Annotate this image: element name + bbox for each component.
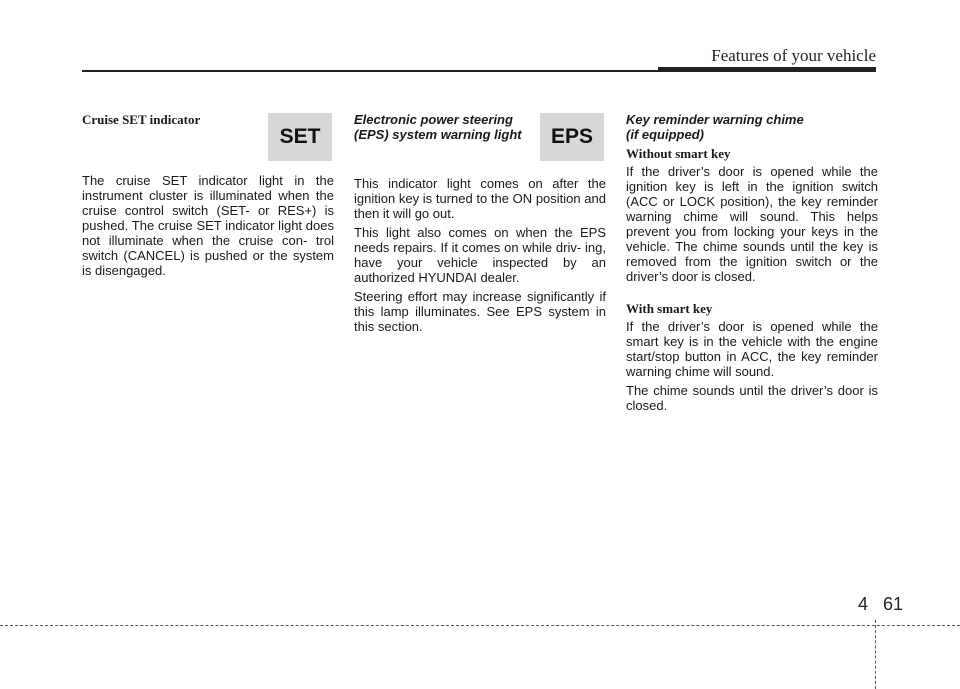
footer-dashed-rule (0, 625, 960, 626)
eps-paragraph-2: This light also comes on when the EPS needs repairs. If it comes on while driv- ing, have your vehicle inspected by an authorized HYUNDAI dealer. (354, 225, 606, 285)
page-header-title: Features of your vehicle (711, 46, 876, 65)
set-indicator-icon: SET (268, 113, 332, 161)
without-smart-key-paragraph: If the driver’s door is opened while the ignition key is left in the ignition switch (ACC or LOCK position), the key reminder warning chime will sound. This helps prevent you from locking your keys in the vehicle. The chime sounds until the key is removed from the ignition switch or the driver’s door is closed. (626, 164, 878, 284)
eps-warning-icon: EPS (540, 113, 604, 161)
header-rule-thick (658, 67, 876, 72)
cruise-set-paragraph: The cruise SET indicator light in the instrument cluster is illuminated when the cruise control switch (SET- or RES+) is pushed. The cruise SET indicator light does not illuminate when the cruise con- trol switch (CANCEL) is pushed or the system is disengaged. (82, 173, 334, 278)
chapter-number: 4 (858, 594, 869, 614)
eps-paragraph-1: This indicator light comes on after the ignition key is turned to the ON position and then it will go out. (354, 176, 606, 221)
with-smart-key-subheading: With smart key (626, 301, 713, 316)
with-smart-key-paragraph-2: The chime sounds until the driver’s door is closed. (626, 383, 878, 413)
eps-heading-line1: Electronic power steering (354, 112, 513, 127)
section-key-reminder (626, 112, 878, 413)
without-smart-key-subheading: Without smart key (626, 146, 731, 161)
with-smart-key-paragraph-1: If the driver’s door is opened while the smart key is in the vehicle with the engine start/stop button in ACC, the key reminder warning chime will sound. (626, 319, 878, 379)
page-number: 61 (883, 594, 904, 614)
eps-heading-line2: (EPS) system warning light (354, 127, 522, 142)
key-reminder-heading-line2: (if equipped) (626, 127, 704, 142)
header-rule-thin (82, 70, 658, 72)
cruise-set-heading: Cruise SET indicator (82, 112, 201, 127)
key-reminder-heading-line1: Key reminder warning chime (626, 112, 804, 127)
footer-vertical-dashed-rule (875, 620, 876, 689)
eps-paragraph-3: Steering effort may increase significantly if this lamp illuminates. See EPS system in this section. (354, 289, 606, 334)
